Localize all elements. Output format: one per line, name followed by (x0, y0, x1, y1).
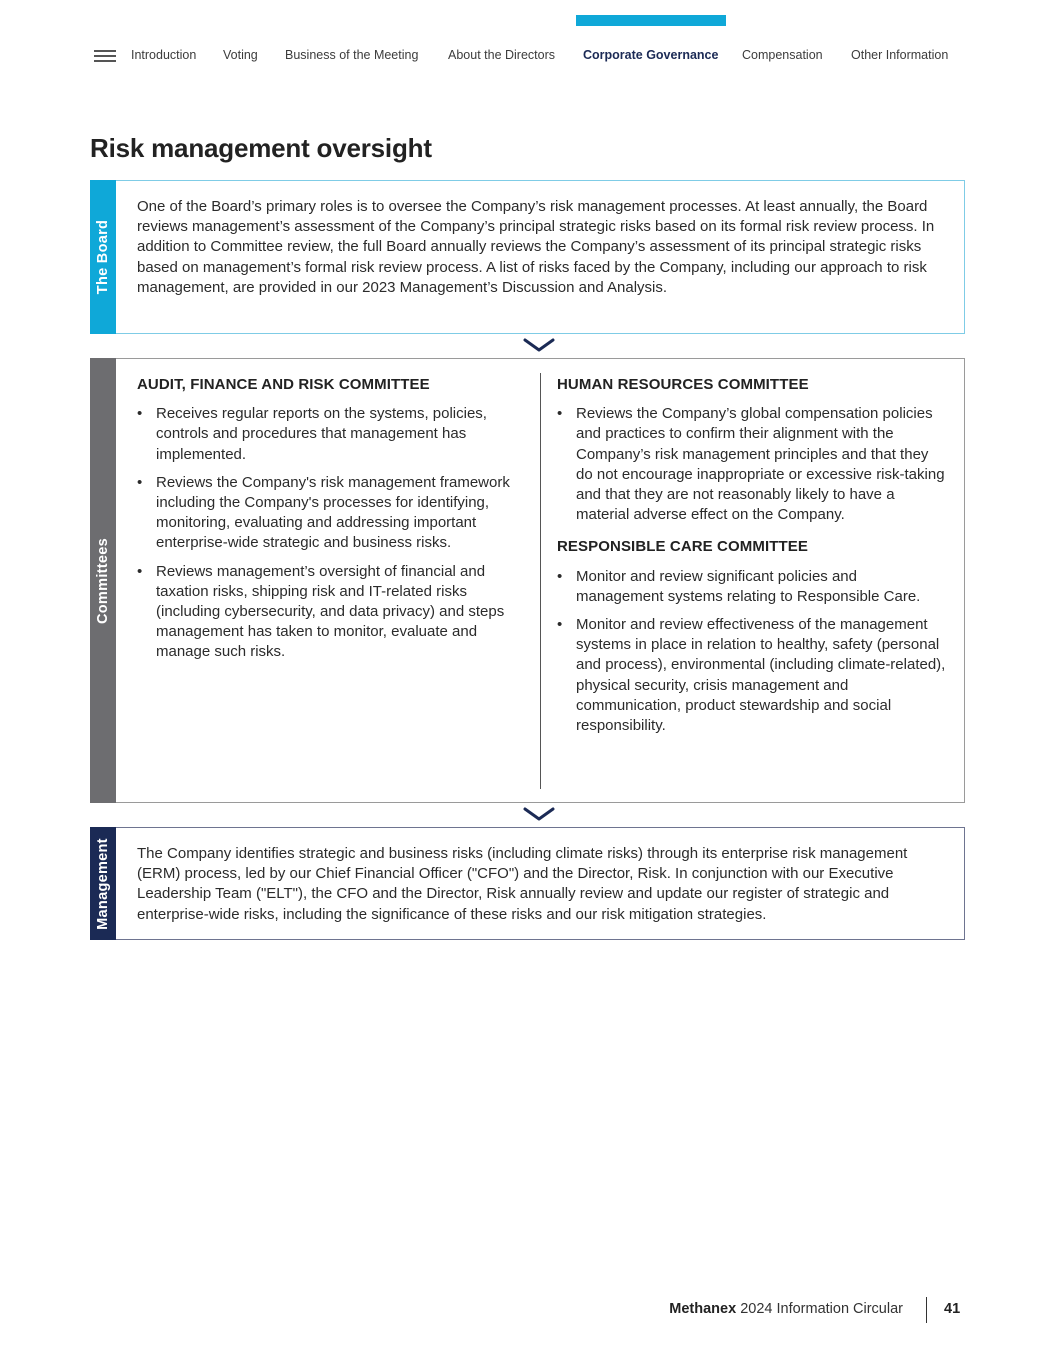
list-item: • Monitor and review significant policies and management systems relating to Responsible Care. (557, 567, 947, 607)
management-panel (90, 827, 965, 940)
top-navigation (93, 46, 963, 66)
nav-item-compensation[interactable]: Compensation (742, 48, 823, 62)
management-description: The Company identifies strategic and business risks (including climate risks) through its enterprise risk management (ERM) process, led by our Chief Financial Officer ("CFO") and the Director, Risk. In conjunction with our Executive Leadership Team ("ELT"), the CFO and the Director, Risk annually review and update our register of strategic and enterprise-wide risks, including the significance of these risks and our risk mitigation strategies. (137, 845, 908, 923)
list-item: • Reviews the Company's risk management framework including the Company's processes for identifying, monitoring, evaluating and addressing important enterprise-wide strategic and business risks. (137, 473, 517, 554)
nav-item-business-of-the-meeting[interactable]: Business of the Meeting (285, 48, 419, 62)
hr-committee-list (557, 404, 947, 525)
committees-tab-label: Committees (95, 537, 111, 624)
management-tab-label: Management (95, 837, 111, 930)
hr-committee-heading: HUMAN RESOURCES COMMITTEE (557, 376, 809, 393)
hamburger-menu-icon[interactable] (94, 50, 116, 63)
footer-document-title (669, 1301, 903, 1317)
page-title: Risk management oversight (90, 133, 432, 163)
footer-brand: Methanex (669, 1301, 737, 1317)
nav-item-about-the-directors[interactable]: About the Directors (448, 48, 555, 62)
list-item: • Reviews the Company’s global compensation policies and practices to confirm their alignment with the Company’s risk management principles and that they do not encourage inappropriate or excessive risk-taking and that they are not reasonably likely to have a material adverse effect on the Company. (557, 404, 947, 525)
committees-tab (90, 358, 116, 803)
active-section-indicator (576, 15, 726, 26)
list-item: • Receives regular reports on the systems, policies, controls and procedures that management has implemented. (137, 404, 517, 465)
page-number: 41 (944, 1301, 961, 1317)
committees-panel (90, 358, 965, 803)
board-tab (90, 180, 116, 334)
audit-committee-column (137, 375, 517, 671)
list-item: • Monitor and review effectiveness of the management systems in place in relation to healthy, safety (personal and process), environmental (including climate-related), physical security, crisis management and communication, product stewardship and social responsibility. (557, 615, 947, 736)
nav-item-corporate-governance[interactable]: Corporate Governance (583, 48, 719, 62)
nav-item-voting[interactable]: Voting (223, 48, 258, 62)
audit-committee-heading: AUDIT, FINANCE AND RISK COMMITTEE (137, 376, 430, 393)
board-panel (90, 180, 965, 334)
responsible-care-committee-list (557, 567, 947, 737)
audit-committee-list (137, 404, 517, 662)
chevron-down-icon (522, 806, 556, 822)
list-item: • Reviews management’s oversight of financial and taxation risks, shipping risk and IT-related risks (including cybersecurity, and data privacy) and steps management has taken to monitor, evaluate and manage such risks. (137, 562, 517, 663)
chevron-down-icon (522, 337, 556, 353)
nav-item-other-information[interactable]: Other Information (851, 48, 949, 62)
hr-and-care-column (557, 375, 947, 744)
board-description: One of the Board’s primary roles is to oversee the Company’s risk management processes. At least annually, the Board reviews management’s assessment of the Company’s principal strategic risks based on its formal risk review process. In addition to Committee review, the full Board annually reviews the Company’s assessment of its principal strategic risks based on management’s formal risk review process. A list of risks faced by the Company, including our approach to risk management, are provided in our 2023 Management’s Discussion and Analysis. (137, 198, 935, 296)
nav-item-introduction[interactable]: Introduction (131, 48, 197, 62)
footer-divider (926, 1297, 927, 1323)
footer-doc-title: 2024 Information Circular (740, 1301, 903, 1317)
management-tab (90, 827, 116, 940)
column-divider (540, 373, 541, 789)
board-tab-label: The Board (95, 219, 111, 295)
responsible-care-committee-heading: RESPONSIBLE CARE COMMITTEE (557, 538, 808, 556)
